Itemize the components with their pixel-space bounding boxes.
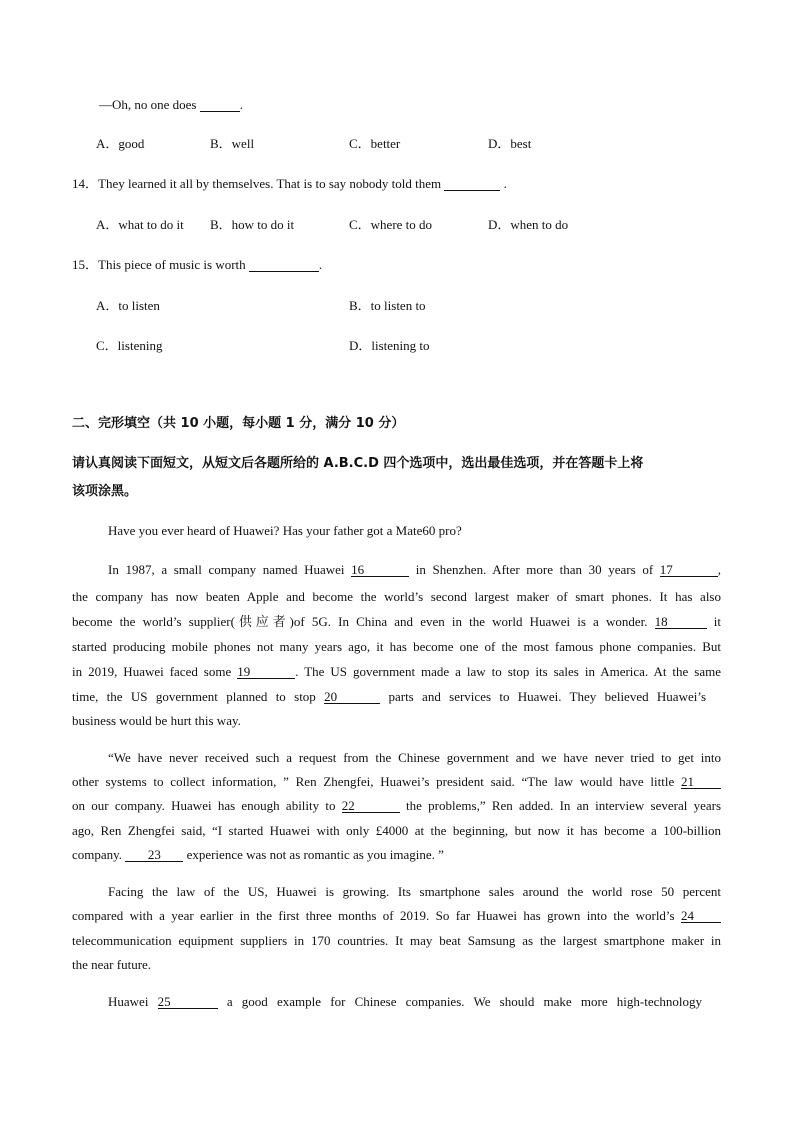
passage-p3-line-1: “We have never received such a request from the Chinese government and we have never tried to get into xyxy=(108,750,721,765)
passage-text: the problems,” Ren added. In an interview several years xyxy=(406,798,722,813)
passage-p4-line-1: Facing the law of the US, Huawei is growing. Its smartphone sales around the world rose 50 percent xyxy=(108,884,721,899)
blank-22[interactable]: 22 xyxy=(342,799,400,813)
blank-19[interactable]: 19 xyxy=(237,665,295,679)
blank-23[interactable]: 23 xyxy=(125,848,183,862)
passage-p2-line-7: business would be hurt this way. xyxy=(72,713,241,728)
q15-option-c[interactable]: C．listening xyxy=(96,338,163,353)
passage-text: In 1987, a small company named Huawei xyxy=(108,562,345,577)
q14-option-c[interactable]: C．where to do xyxy=(349,217,433,232)
q15-stem-text: 15．This piece of music is worth xyxy=(72,257,246,272)
q14-stem-text: 14．They learned it all by themselves. That is to say nobody told them xyxy=(72,176,442,191)
passage-p2-line-3 xyxy=(72,614,721,630)
passage-paragraph-1: Have you ever heard of Huawei? Has your father got a Mate60 pro? xyxy=(108,523,462,538)
passage-p4-line-4: the near future. xyxy=(72,957,152,972)
passage-p3-line-4: ago, Ren Zhengfei said, “I started Huawei with only £4000 at the beginning, but now it has become a 100-billion xyxy=(72,823,721,838)
q13-reply-end: . xyxy=(239,97,243,112)
blank-17[interactable]: 17 xyxy=(660,563,718,577)
passage-p4-line-2 xyxy=(72,908,721,924)
passage-text: . The US government made a law to stop its sales in America. At the same xyxy=(295,664,721,679)
q14-option-d[interactable]: D．when to do xyxy=(488,217,569,232)
q15-option-b[interactable]: B．to listen to xyxy=(349,298,426,313)
blank-20[interactable]: 20 xyxy=(324,690,380,704)
passage-p4-line-3: telecommunication equipment suppliers in 170 countries. It may beat Samsung as the largest smartphone maker in xyxy=(72,933,721,948)
blank-16[interactable]: 16 xyxy=(351,563,409,577)
passage-text: a good example for Chinese companies. We should make more high-technology xyxy=(226,994,702,1009)
passage-text: Huawei xyxy=(108,994,149,1009)
q13-answer-blank[interactable] xyxy=(200,98,240,112)
passage-p3-line-3 xyxy=(72,798,721,814)
q15-stem xyxy=(72,257,322,273)
passage-text: time, the US government planned to stop xyxy=(72,689,316,704)
blank-18[interactable]: 18 xyxy=(655,615,707,629)
passage-text: compared with a year earlier in the first three months of 2019. So far Huawei has grown into the world’s xyxy=(72,908,675,923)
q13-reply xyxy=(99,97,243,113)
passage-text: in 2019, Huawei faced some xyxy=(72,664,232,679)
passage-p2-line-1 xyxy=(108,562,721,578)
blank-21[interactable]: 21 xyxy=(681,775,721,789)
blank-24[interactable]: 24 xyxy=(681,909,721,923)
section-instruction-line-2: 该项涂黑。 xyxy=(72,484,138,499)
passage-p3-line-2 xyxy=(72,774,721,790)
q13-option-a[interactable]: A．good xyxy=(96,136,145,151)
passage-p2-line-2: the company has now beaten Apple and become the world’s second largest maker of smart phones. It has also xyxy=(72,589,721,604)
section-instruction-line-1: 请认真阅读下面短文，从短文后各题所给的 A.B.C.D 四个选项中，选出最佳选项，并在答题卡上将 xyxy=(72,456,644,471)
q14-option-a[interactable]: A．what to do it xyxy=(96,217,184,232)
q14-stem xyxy=(72,176,507,192)
section-heading: 二、完形填空（共 10 小题，每小题 1 分，满分 10 分） xyxy=(72,416,405,431)
passage-text: in Shenzhen. After more than 30 years of xyxy=(415,562,654,577)
q15-answer-blank[interactable] xyxy=(249,258,319,272)
passage-p3-line-5 xyxy=(72,847,444,863)
passage-text: on our company. Huawei has enough ability to xyxy=(72,798,336,813)
passage-p2-line-4: started producing mobile phones not many years ago, it has become one of the most famous phone companies. But xyxy=(72,639,721,654)
passage-p2-line-6 xyxy=(72,689,706,705)
q14-answer-blank[interactable] xyxy=(444,177,500,191)
q13-option-d[interactable]: D．best xyxy=(488,136,532,151)
blank-25[interactable]: 25 xyxy=(158,995,218,1009)
passage-text: experience was not as romantic as you imagine. ” xyxy=(186,847,444,862)
q13-reply-text: —Oh, no one does xyxy=(99,97,197,112)
passage-text: other systems to collect information, ” Ren Zhengfei, Huawei’s president said. “The law would have little xyxy=(72,774,675,789)
passage-p2-line-5 xyxy=(72,664,721,680)
passage-p5-line-1 xyxy=(108,994,702,1010)
passage-text: company. xyxy=(72,847,123,862)
passage-text: it xyxy=(713,614,722,629)
q13-option-c[interactable]: C．better xyxy=(349,136,401,151)
q15-option-a[interactable]: A．to listen xyxy=(96,298,160,313)
passage-text: , xyxy=(717,562,722,577)
q14-option-b[interactable]: B．how to do it xyxy=(210,217,295,232)
q15-stem-end: . xyxy=(318,257,323,272)
q13-option-b[interactable]: B．well xyxy=(210,136,255,151)
q14-stem-end: . xyxy=(503,176,507,191)
passage-text: become the world’s supplier(供应者)of 5G. In China and even in the world Huawei is a wonder. xyxy=(72,614,648,629)
passage-text: parts and services to Huawei. They believed Huawei’s xyxy=(388,689,707,704)
q15-option-d[interactable]: D．listening to xyxy=(349,338,430,353)
